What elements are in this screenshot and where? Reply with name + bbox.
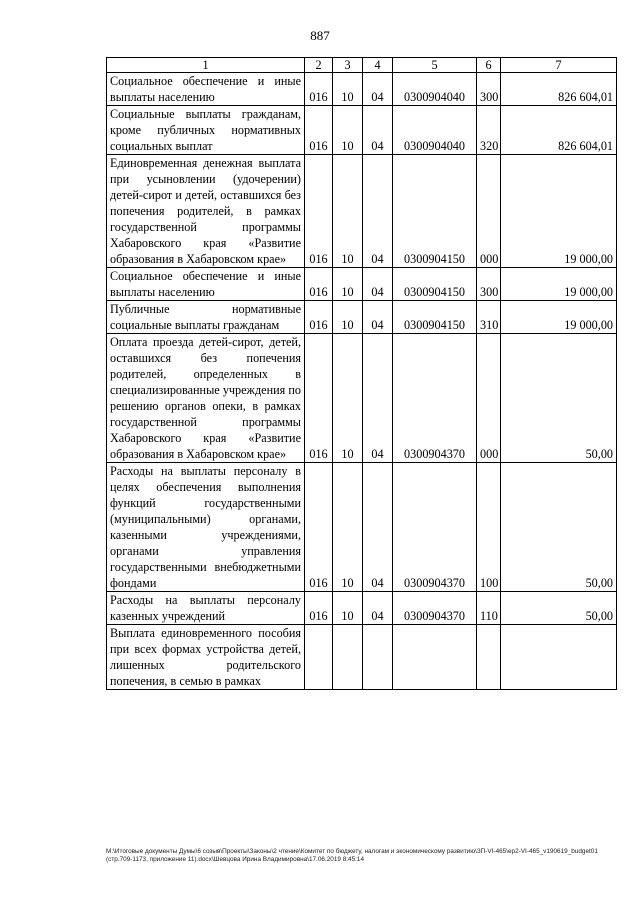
cell-target-article: 0300904150 — [393, 301, 477, 334]
cell-amount: 19 000,00 — [501, 268, 617, 301]
row-name: Публичные нормативные социальные выплаты гражданам — [107, 301, 305, 334]
cell-section: 10 — [333, 592, 363, 625]
cell-section: 10 — [333, 334, 363, 463]
cell-ministry-code: 016 — [305, 73, 333, 106]
cell-ministry-code: 016 — [305, 592, 333, 625]
cell-amount: 19 000,00 — [501, 301, 617, 334]
table-row — [107, 301, 617, 334]
cell-amount: 50,00 — [501, 463, 617, 592]
cell-subsection: 04 — [363, 463, 393, 592]
column-header: 6 — [477, 58, 501, 73]
cell-amount: 826 604,01 — [501, 106, 617, 155]
cell-subsection: 04 — [363, 73, 393, 106]
budget-table — [106, 57, 617, 690]
cell-target-article: 0300904370 — [393, 334, 477, 463]
document-path-footer: M:\Итоговые документы Думы\6 созыв\Проекты\Законы\2 чтение\Комитет по бюджету, налогам и экономическому развитию\ЗП-VI-465\ep2-VI-465_v190619_budget01 (стр.709-1173, приложение 11).docx\Шевцова Ирина Владимировна\17.06.2019 8:45:14 — [106, 848, 598, 863]
cell-expense-type: 300 — [477, 73, 501, 106]
column-header: 1 — [107, 58, 305, 73]
cell-expense-type: 100 — [477, 463, 501, 592]
cell-section: 10 — [333, 155, 363, 268]
cell-section: 10 — [333, 106, 363, 155]
cell-target-article — [393, 625, 477, 690]
cell-target-article: 0300904150 — [393, 155, 477, 268]
cell-amount: 19 000,00 — [501, 155, 617, 268]
cell-section: 10 — [333, 73, 363, 106]
cell-expense-type: 300 — [477, 268, 501, 301]
cell-ministry-code: 016 — [305, 155, 333, 268]
cell-subsection: 04 — [363, 301, 393, 334]
row-name: Единовременная денежная выплата при усыновлении (удочерении) детей-сирот и детей, оставшихся без попечения родителей, в рамках государственной программы Хабаровского края «Развитие образования в Хабаровском крае» — [107, 155, 305, 268]
row-name: Социальное обеспечение и иные выплаты населению — [107, 268, 305, 301]
column-header: 2 — [305, 58, 333, 73]
row-name: Социальное обеспечение и иные выплаты населению — [107, 73, 305, 106]
cell-ministry-code: 016 — [305, 301, 333, 334]
column-header: 4 — [363, 58, 393, 73]
cell-ministry-code: 016 — [305, 268, 333, 301]
cell-amount: 50,00 — [501, 334, 617, 463]
cell-ministry-code: 016 — [305, 334, 333, 463]
cell-expense-type: 310 — [477, 301, 501, 334]
row-name: Расходы на выплаты персоналу казенных учреждений — [107, 592, 305, 625]
cell-target-article: 0300904370 — [393, 463, 477, 592]
cell-ministry-code — [305, 625, 333, 690]
table-row — [107, 625, 617, 690]
cell-section — [333, 625, 363, 690]
cell-amount: 826 604,01 — [501, 73, 617, 106]
cell-subsection: 04 — [363, 106, 393, 155]
cell-amount — [501, 625, 617, 690]
cell-subsection — [363, 625, 393, 690]
table-header-row — [107, 58, 617, 73]
row-name: Расходы на выплаты персоналу в целях обеспечения выполнения функций государственными (муниципальными) органами, казенными учреждениями, органами управления государственными внебюджетными фондами — [107, 463, 305, 592]
cell-subsection: 04 — [363, 592, 393, 625]
cell-section: 10 — [333, 301, 363, 334]
table-row — [107, 268, 617, 301]
cell-expense-type: 110 — [477, 592, 501, 625]
row-name: Выплата единовременного пособия при всех формах устройства детей, лишенных родительского попечения, в семью в рамках — [107, 625, 305, 690]
row-name: Социальные выплаты гражданам, кроме публичных нормативных социальных выплат — [107, 106, 305, 155]
table-row — [107, 463, 617, 592]
cell-expense-type: 000 — [477, 334, 501, 463]
table-row — [107, 592, 617, 625]
column-header: 5 — [393, 58, 477, 73]
cell-subsection: 04 — [363, 334, 393, 463]
row-name: Оплата проезда детей-сирот, детей, оставшихся без попечения родителей, определенных в специализированные учреждения по решению органов опеки, в рамках государственной программы Хабаровского края «Развитие образования в Хабаровском крае» — [107, 334, 305, 463]
cell-subsection: 04 — [363, 155, 393, 268]
table-row — [107, 106, 617, 155]
cell-target-article: 0300904370 — [393, 592, 477, 625]
cell-target-article: 0300904150 — [393, 268, 477, 301]
cell-section: 10 — [333, 268, 363, 301]
cell-ministry-code: 016 — [305, 463, 333, 592]
cell-ministry-code: 016 — [305, 106, 333, 155]
column-header: 3 — [333, 58, 363, 73]
cell-target-article: 0300904040 — [393, 73, 477, 106]
page-number: 887 — [310, 28, 330, 43]
cell-section: 10 — [333, 463, 363, 592]
cell-target-article: 0300904040 — [393, 106, 477, 155]
column-header: 7 — [501, 58, 617, 73]
cell-expense-type — [477, 625, 501, 690]
cell-expense-type: 320 — [477, 106, 501, 155]
cell-amount: 50,00 — [501, 592, 617, 625]
cell-subsection: 04 — [363, 268, 393, 301]
table-row — [107, 155, 617, 268]
table-row — [107, 73, 617, 106]
table-row — [107, 334, 617, 463]
cell-expense-type: 000 — [477, 155, 501, 268]
